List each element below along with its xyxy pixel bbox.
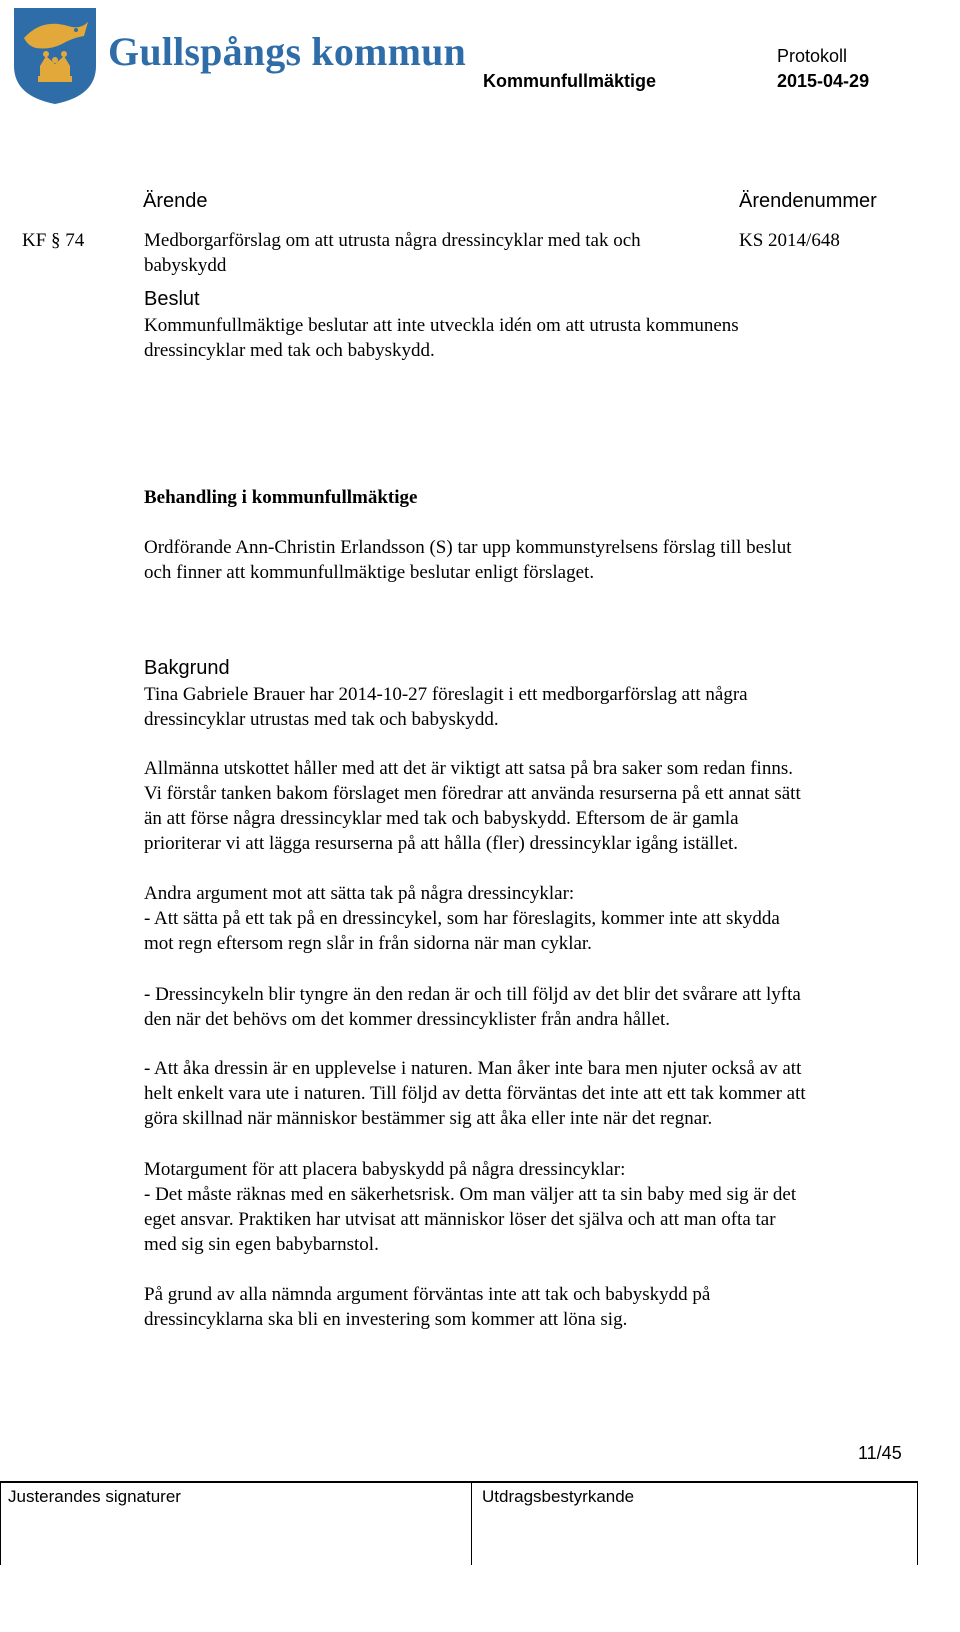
arendenummer-column-heading: Ärendenummer (739, 190, 877, 212)
document-body-name: Kommunfullmäktige (483, 71, 657, 91)
signatures-label: Justerandes signaturer (8, 1487, 181, 1506)
beslut-heading: Beslut (144, 288, 200, 310)
document-type: Protokoll (777, 46, 848, 66)
item-title-line: babyskydd (144, 255, 227, 276)
text-line: Vi förstår tanken bakom förslaget men föredrar att använda resurserna på ett annat sätt (144, 783, 801, 804)
text-line: - Att sätta på ett tak på en dressincykel, som har föreslagits, kommer inte att skydda (144, 908, 780, 929)
bakgrund-paragraph (144, 1282, 904, 1332)
text-line: mot regn eftersom regn slår in från sidorna när man cyklar. (144, 933, 592, 954)
text-line: göra skillnad när människor bestämmer sig att åka eller inte när det regnar. (144, 1108, 713, 1129)
bakgrund-paragraph (144, 881, 904, 956)
bakgrund-paragraph (144, 1157, 904, 1257)
text-line: helt enkelt vara ute i naturen. Till följd av detta förväntas det inte att ett tak kommer att (144, 1083, 806, 1104)
text-line: Tina Gabriele Brauer har 2014-10-27 föreslagit i ett medborgarförslag att några (144, 684, 748, 705)
text-line: eget ansvar. Praktiken har utvisat att människor löser det själva och att man ofta tar (144, 1209, 776, 1230)
text-line: Kommunfullmäktige beslutar att inte utveckla idén om att utrusta kommunens (144, 315, 739, 336)
item-title (144, 228, 641, 278)
text-line: Andra argument mot att sätta tak på några dressincyklar: (144, 883, 575, 904)
item-paragraph-number: KF § 74 (22, 230, 85, 251)
bakgrund-paragraph (144, 1056, 904, 1131)
certification-label: Utdragsbestyrkande (482, 1487, 635, 1506)
text-line: Motargument för att placera babyskydd på några dressincyklar: (144, 1159, 626, 1180)
case-number: KS 2014/648 (739, 230, 840, 251)
text-line: den när det behövs om det kommer dressincyklister från andra hållet. (144, 1009, 671, 1030)
beslut-text (144, 313, 904, 363)
text-line: - Dressincykeln blir tyngre än den redan är och till följd av det blir det svårare att lyfta (144, 984, 801, 1005)
bakgrund-paragraph (144, 982, 904, 1032)
document-date: 2015-04-29 (777, 71, 870, 91)
behandling-text (144, 535, 904, 585)
text-line: dressincyklar med tak och babyskydd. (144, 340, 435, 361)
text-line: - Det måste räknas med en säkerhetsrisk. Om man väljer att ta sin baby med sig är det (144, 1184, 797, 1205)
page-number: 11/45 (858, 1443, 902, 1463)
text-line: dressincyklar utrustas med tak och babyskydd. (144, 709, 499, 730)
text-line: Allmänna utskottet håller med att det är viktigt att satsa på bra saker som redan finns. (144, 758, 793, 779)
organization-name: Gullspångs kommun (108, 29, 466, 74)
bakgrund-heading: Bakgrund (144, 657, 230, 679)
item-title-line: Medborgarförslag om att utrusta några dressincyklar med tak och (144, 230, 641, 251)
text-line: - Att åka dressin är en upplevelse i naturen. Man åker inte bara men njuter också av att (144, 1058, 802, 1079)
text-line: med sig sin egen babybarnstol. (144, 1234, 379, 1255)
behandling-heading: Behandling i kommunfullmäktige (144, 487, 418, 508)
text-line: prioriterar vi att lägga resurserna på att hålla (fler) dressincyklar igång istället. (144, 833, 739, 854)
text-line: Ordförande Ann-Christin Erlandsson (S) tar upp kommunstyrelsens förslag till beslut (144, 537, 792, 558)
bakgrund-paragraph (144, 756, 904, 856)
municipality-crest-logo (10, 4, 100, 106)
arende-column-heading: Ärende (143, 190, 208, 212)
bakgrund-paragraph (144, 682, 904, 732)
text-line: än att förse några dressincyklar med tak och babyskydd. Eftersom de är gamla (144, 808, 739, 829)
text-line: och finner att kommunfullmäktige beslutar enligt förslaget. (144, 562, 595, 583)
signature-box-divider (471, 1481, 472, 1565)
text-line: På grund av alla nämnda argument förväntas inte att tak och babyskydd på (144, 1284, 711, 1305)
text-line: dressincyklarna ska bli en investering som kommer att löna sig. (144, 1309, 628, 1330)
